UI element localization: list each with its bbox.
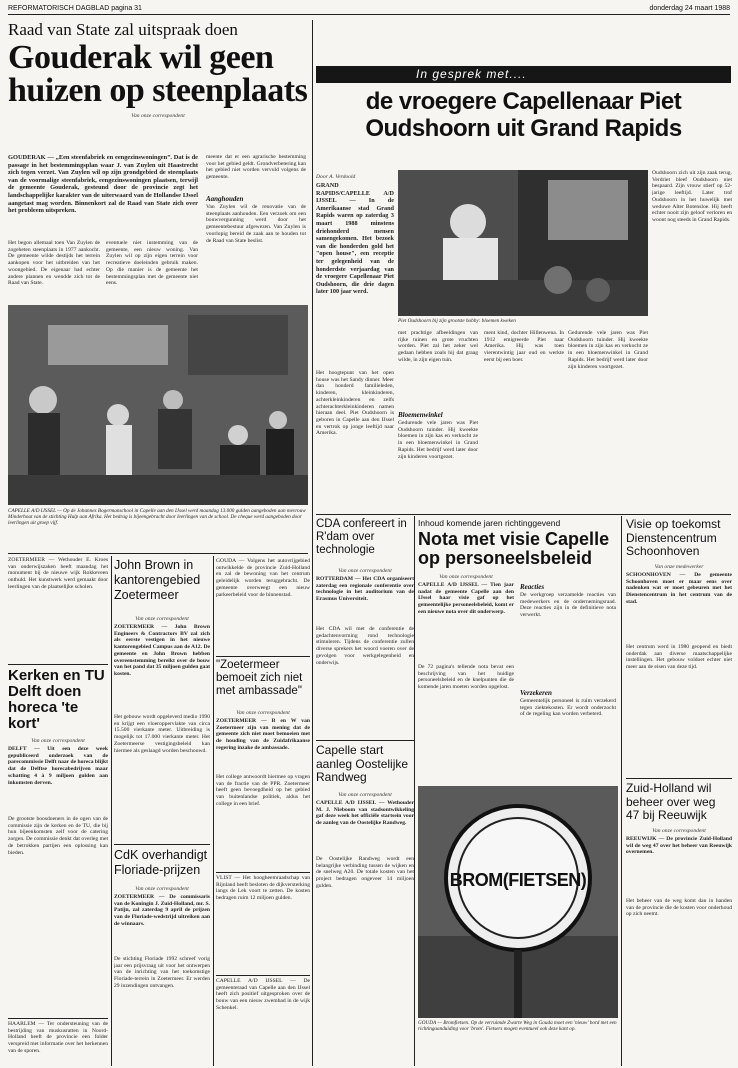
oudshoorn-col3b: Gedurende vele jaren was Piet Oudshoorn tuinder. Hij kweekte bloemen in zijn kas en verkocht ze in een bloemenwinkel in Grand Rapids. Het bedrijf werd later door zijn kinderen voortgezet.	[568, 330, 648, 370]
oudshoorn-col3: ment kind, dochter Hillenwena. In 1912 emigreerde Piet naar Amerika. Hij was toen vierentwintig jaar oud en werkte eerst bij een boer.	[484, 330, 564, 363]
ambassade-headline: "Zoetermeer bemoeit zich niet met ambassade"	[216, 659, 303, 697]
byline: Van onze correspondent	[131, 113, 185, 119]
article-gouderak	[8, 20, 308, 308]
oudshoorn-col1: Het hoogtepunt van het open house was het Sandy dinner. Meer dan honderd familieleden, kinderen, kleinkinderen, achterkleinkinderen en zelfs achterachterkleinkinderen namen hieraan deel. Piet Oudshoorn is geboren in Capelle aan den IJssel en vertrok op jonge leeftijd naar Amerika.	[316, 370, 394, 437]
school-photo	[8, 305, 308, 505]
kerken-lead: DELFT — Uit een deze week gepubliceerd onderzoek van de parecommissie Delft naar de horeca blijkt dat de Delftse horecabedrijven maar schatting 4 à 9 miljoen gulden aan inkomsten derven.	[8, 746, 108, 786]
nota-body3: Gemeentelijk personeel is ruim verzekerd tegen ziektekosten. Er wordt onderzocht of de regeling kan worden verbeterd.	[520, 698, 616, 718]
school-photo-caption: CAPELLE A/D IJSSEL — Op de Johannes Bogermanschool in Capelle aan den IJssel werd maandag 13.000 gulden aangeboden aan mevrouw Minderhout van de stichting Hulp aan Afrika. Het bedrag is bijeengebracht door leerlingen van de school. De cheque werd aangeboden door leerlingen uit groep vijf.	[8, 508, 306, 526]
randweg-body: De Oostelijke Randweg wordt een belangrijke verbinding tussen de wijken en de snelweg A20. De totale kosten van het project bedragen ongeveer 14 miljoen gulden.	[316, 856, 414, 889]
brief-vlist: VLIST — Het hoogheemraadschap van Rijnland heeft besloten de dijkversterking langs de Lek voort te zetten. De kosten bedragen ruim 12 miljoen gulden.	[216, 875, 310, 902]
kerken-body: De grootste boosdoeners in de ogen van de commissie zijn de kerken en de TU, die bij hun bijeenkomsten zelf voor de catering zorgen. De commissie denkt dat overleg met de betrokken partijen een oplossing kan bieden.	[8, 816, 108, 856]
article-kicker: Raad van State zal uitspraak doen	[8, 20, 238, 39]
nota-headline: Nota met visie Capelle op personeelsbeleid	[418, 529, 610, 568]
cdk-headline: CdK overhandigt Floriade-prijzen	[114, 848, 208, 877]
brom-caption: GOUDA — Bromfietsen. Op de verruimde Zwarte Weg in Gouda moet een 'nieuw' bord met een richtingaanduiding voor 'brom'. Fietsers mogen eventueel ook deze kant op.	[418, 1020, 617, 1032]
oudshoorn-subhead: Bloemenwinkel	[398, 411, 443, 419]
school-photo-image	[8, 305, 308, 505]
lead-paragraph: GOUDERAK — „Een steenfabriek en eengezinswoningen”. Dat is de passage in het bestemmingsplan waar J. van Zuylen uit Haastrecht zich tegen verzet. Van Zuylen wil op zijn grondgebied de steenplaats van de voormalige steenfabriek, eengezinswoningen plaatsen, terwijl de gemeente Gouderak, gesteund door de provincie zegt het landschappelijke karakter van de uiterwaard van de Hollandse IJssel aangetast mag worden. Binnenkort zal de Raad van State zich over het probleem uitspreken.	[8, 154, 198, 215]
randweg-lead: CAPELLE A/D IJSSEL — Wethouder M. J. Nieboom van stadsontwikkeling gaf deze week het officiële startsein voor de aanleg van de Oostelijke Randweg.	[316, 800, 414, 827]
nota-body1: De 72 pagina's tellende nota bevat een beschrijving van het huidige personeelsbeleid en de knelpunten die de komende jaren moeten worden opgelost.	[418, 664, 514, 691]
page-header	[8, 2, 730, 15]
brief-zoetermeer: ZOETERMEER — Wethouder E. Kroes van onderwijszaken heeft maandag het monument bij de nieuwe wijk Rokkeveen onthuld. Het kunstwerk werd gemaakt door leerlingen van de plaatselijke scholen.	[8, 557, 108, 590]
nota-byline: Van onze correspondent	[439, 574, 493, 580]
subhead: Aanghouden	[206, 195, 244, 203]
ambassade-byline: Van onze correspondent	[236, 710, 290, 716]
nota-subhead1: Reacties	[520, 583, 545, 591]
brom-sign-text: BROM(FIETSEN)	[449, 870, 587, 890]
oudshoorn-col4: Oudshoorn zich uit zijn zaak terug. Verdriet bleef Oudshoorn niet bespaard. Zijn vrouw stierf op 52-jarige leeftijd. Later trof Oudshoorn in het huwelijk met weduwe Alter Botensloe. Hij heeft echter nooit zijn geloof verloren en woont nog steeds in Grand Rapids.	[652, 170, 732, 223]
cda-byline: Van onze correspondent	[338, 568, 392, 574]
zuidholland-byline: Van onze correspondent	[652, 828, 706, 834]
oudshoorn-byline: Door A. Verdoold	[316, 174, 356, 180]
cda-headline: CDA confereert in R'dam over technologie	[316, 518, 407, 556]
kerken-headline: Kerken en TU Delft doen horeca 'te kort'	[8, 667, 105, 732]
visie-body: Het centrum werd in 1980 geopend en biedt onderdak aan diverse maatschappelijke instellingen. Het gebouw voldoet echter niet meer aan de eisen van deze tijd.	[626, 644, 732, 671]
cdk-body: De stichting Floriade 1992 schreef vorig jaar een prijsvraag uit voor het ontwerpen van de inrichting van het toekomstige Floriade-terrein in Zoetermeer. Er werden 29 inzendingen ontvangen.	[114, 956, 210, 989]
ambassade-body: Het college antwoordt hiermee op vragen van de fractie van de PPR. Zoetermeer heeft geen bevoegdheid op het gebied van buitenlandse politiek, aldus het college in een brief.	[216, 774, 310, 807]
visie-headline: Visie op toekomst Dienstencentrum Schoonhoven	[626, 517, 721, 558]
brom-photo-image	[418, 786, 618, 1018]
zuidholland-headline: Zuid-Holland wil beheer over weg 47 bij Reeuwijk	[626, 781, 716, 822]
johnbrown-headline: John Brown in kantorengebied Zoetermeer	[114, 558, 201, 602]
body-col-1: Het begon allemaal toen Van Zuylen de zogeheten steenplaats in 1977 aankocht. De gemeente wilde destijds het terrein aankopen voor het uitbreiden van het woongebied. De eigenaar had echter andere plannen en wendde zich tot de Raad van State.	[8, 240, 100, 287]
oudshoorn-lead: GRAND RAPIDS/CAPELLE A/D IJSSEL — In de Amerikaanse stad Grand Rapids waren op zaterdag 3 maart 1988 minstens driehonderd mensen samengekomen. Het bezoek van die honderden gold het "open house", een receptie ter gelegenheid van de honderdste verjaardag van de vroegere Capellenaar Piet Oudshoorn, die drie dagen later 100 jaar werd.	[316, 182, 394, 296]
visie-lead: SCHOONHOVEN — De gemeente Schoonhoven moet er maar eens over nadenken wat er moet gebeuren met het Dienstencentrum in het centrum van de stad.	[626, 572, 732, 605]
oudshoorn-photo-caption: Piet Oudshoorn bij zijn grootste hobby: bloemen kweken	[398, 318, 516, 324]
oudshoorn-col2: met prachtige afbeeldingen van rijke tuinen en grote vruchten worden. Piet zal het zeker wel gedaan hebben zoals hij dat graag wilde, in zijn eigen tuin.	[398, 330, 478, 363]
oudshoorn-headline: de vroegere Capellenaar Piet Oudshoorn uit Grand Rapids	[365, 88, 682, 142]
johnbrown-body: Het gebouw wordt opgeleverd medio 1990 en krijgt een vloeroppervlakte van circa 15.500 vierkante meter. Uitbreiding is mogelijk tot 17.000 vierkante meter. Het Zoetermeerse vestigingsbeleid kan hiermee als geslaagd worden beschouwd.	[114, 714, 210, 754]
zuidholland-lead: REEUWIJK — De provincie Zuid-Holland wil de weg 47 over het beheer van Reeuwijk overnemen.	[626, 836, 732, 856]
header-left: REFORMATORISCH DAGBLAD pagina 31	[8, 4, 142, 12]
cda-lead: ROTTERDAM — Het CDA organiseert zaterdag een regionale conferentie over technologie in het auditorium van de Erasmus Universiteit.	[316, 576, 414, 603]
brief-gouda: GOUDA — Volgens het autovrijgebied ontwikkelde de provincie Zuid-Holland en zal de bewoning van het centrum geleidelijk worden teruggebracht. De gemeente overweegt een nieuw parkeerbeleid voor de binnenstad.	[216, 558, 310, 598]
article-headline: Gouderak wil geen huizen op steenplaats	[8, 39, 308, 109]
brief-capelle: CAPELLE A/D IJSSEL — De gemeenteraad van Capelle aan den IJssel heeft zich positief uitgesproken over de bouw van een nieuw zwembad in de wijk Schenkel.	[216, 978, 310, 1011]
nota-kicker: Inhoud komende jaren richtinggevend	[418, 518, 561, 528]
header-right: donderdag 24 maart 1988	[649, 4, 730, 12]
nota-lead: CAPELLE A/D IJSSEL — Tien jaar nadat de gemeente Capelle aan den IJssel haar visie gaf op het gemeentelijke personeelsbeleid, komt er een nieuwe nota over dit onderwerp.	[418, 582, 514, 615]
oudshoorn-col2b: Gedurende vele jaren was Piet Oudshoorn tuinder. Hij kweekte bloemen in zijn kas en verkocht ze in een bloemenwinkel in Grand Rapids. Het bedrijf werd later door zijn kinderen voortgezet.	[398, 420, 478, 460]
cdk-lead: ZOETERMEER — De commissaris van de Koningin J. Zuid-Holland, mr. S. Patijn, zal zaterdag 9 april de prijzen van de Floriade-wedstrijd uitreiken aan de winnaars.	[114, 894, 210, 927]
oudshoorn-photo	[398, 170, 648, 316]
visie-byline: Van onze medewerker	[654, 564, 704, 570]
nota-body2: De werkgroep verzamelde reacties van medewerkers en de ondernemingsraad. Deze reacties zijn in de definitieve nota verwerkt.	[520, 592, 616, 619]
randweg-byline: Van onze correspondent	[338, 792, 392, 798]
brom-photo	[418, 786, 618, 1018]
brief-haarlem: HAARLEM — Ter ondersteuning van de bestrijding van muskusratten in Noord-Holland heeft de provincie een folder verspreid met informatie over het herkennen van de sporen.	[8, 1021, 108, 1054]
randweg-headline: Capelle start aanleg Oostelijke Randweg	[316, 743, 409, 784]
cdk-byline: Van onze correspondent	[135, 886, 189, 892]
section-banner: In gesprek met....	[316, 66, 731, 83]
johnbrown-lead: ZOETERMEER — John Brown Engineers & Contractors BV zal zich als eerste vestigen in het nieuwe kantorengebied Campus aan de A12. De gemeente en John Brown hebben overeenstemming bereikt over de bouw van het pand dat 35 miljoen gulden gaat kosten.	[114, 624, 210, 677]
oudshoorn-photo-image	[398, 170, 648, 316]
body-col-3b: Van Zuylen wil de renovatie van de steenplaats aanhouden. Een verzoek om een bouwvergunning werd door het gemeentebestuur afgewezen. Van Zuylen is voorlopig bereid de zaak aan te houden tot de Raad van State beslist.	[206, 204, 306, 244]
zuidholland-body: Het beheer van de weg komt dan in handen van de provincie die de kosten voor onderhoud op zich neemt.	[626, 898, 732, 918]
body-col-3: meente dat er een agrarische bestemming voor het gebied geldt. Grondverbetering kan het gebied niet worden vervuld volgens de gemeente.	[206, 154, 306, 181]
body-col-2: eventuele niet instemming van de gemeente, een nieuw woning. Van Zuylen wil op zijn eigen terrein voor recreatieve doeleinden gebruik maken. Op die manier is de gemeente het bestemmingsplan met de gemeente niet eens.	[106, 240, 198, 287]
nota-subhead2: Verzekeren	[520, 689, 552, 697]
kerken-byline: Van onze correspondent	[31, 738, 85, 744]
johnbrown-byline: Van onze correspondent	[135, 616, 189, 622]
ambassade-lead: ZOETERMEER — B en W van Zoetermeer zijn van mening dat de gemeente zich niet moet bemoeien met de houding van de Zuidafrikaanse regering inzake de ambassade.	[216, 718, 310, 751]
cda-body: Het CDA wil met de conferentie de gedachtenvorming rond technologie stimuleren. Tijdens de conferentie zullen diverse sprekers het woord voeren over de gevolgen voor werkgelegenheid en onderwijs.	[316, 626, 414, 666]
